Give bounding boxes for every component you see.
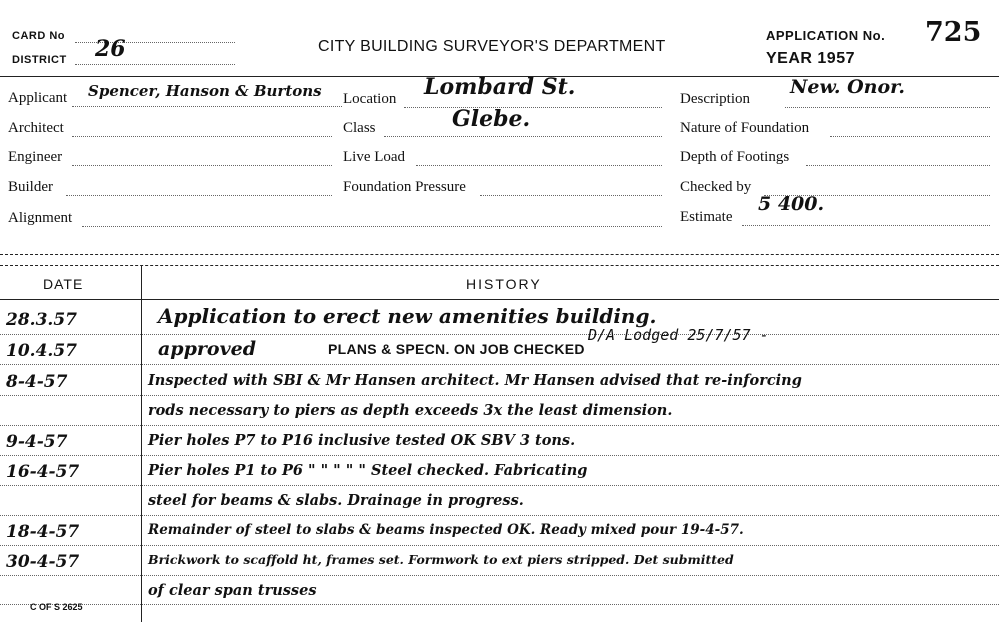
history-date: 9-4-57 bbox=[6, 432, 68, 452]
table-header-rule bbox=[0, 299, 999, 300]
estimate-value: 5 400. bbox=[758, 193, 825, 215]
live-load-line bbox=[416, 165, 662, 166]
application-number: 725 bbox=[925, 17, 982, 48]
date-column-divider bbox=[141, 266, 142, 622]
depth-of-footings-label: Depth of Footings bbox=[680, 149, 790, 165]
row-rule bbox=[0, 604, 999, 605]
engineer-label: Engineer bbox=[8, 149, 63, 165]
class-value: Glebe. bbox=[452, 106, 531, 132]
plans-checked-stamp: PLANS & SPECN. ON JOB CHECKED bbox=[328, 341, 585, 357]
row-rule bbox=[0, 425, 999, 426]
history-column-header: HISTORY bbox=[466, 276, 542, 292]
section-divider-upper bbox=[0, 254, 999, 255]
nature-of-foundation-label: Nature of Foundation bbox=[680, 120, 810, 136]
application-label: APPLICATION No. bbox=[766, 28, 886, 43]
card-no-label: CARD No bbox=[12, 30, 65, 42]
location-value: Lombard St. bbox=[424, 74, 576, 100]
engineer-line bbox=[72, 165, 332, 166]
alignment-line bbox=[82, 226, 662, 227]
row-rule bbox=[0, 545, 999, 546]
row-rule bbox=[0, 334, 999, 335]
history-entry: Remainder of steel to slabs & beams inspected OK. Ready mixed pour 19-4-57. bbox=[148, 522, 744, 538]
history-date: 16-4-57 bbox=[6, 462, 80, 482]
class-line bbox=[384, 136, 662, 137]
row-rule bbox=[0, 575, 999, 576]
nature-line bbox=[830, 136, 990, 137]
estimate-label: Estimate bbox=[680, 209, 733, 225]
section-divider-lower bbox=[0, 265, 999, 266]
architect-line bbox=[72, 136, 332, 137]
row-rule bbox=[0, 395, 999, 396]
department-title: CITY BUILDING SURVEYOR'S DEPARTMENT bbox=[318, 38, 666, 55]
date-column-header: DATE bbox=[43, 276, 84, 292]
history-date: 18-4-57 bbox=[6, 522, 80, 542]
class-label: Class bbox=[343, 120, 376, 136]
history-entry: of clear span trusses bbox=[148, 582, 317, 599]
year-label: YEAR 1957 bbox=[766, 50, 855, 67]
district-value: 26 bbox=[95, 36, 126, 62]
history-entry: approved bbox=[158, 338, 256, 360]
row-rule bbox=[0, 485, 999, 486]
alignment-label: Alignment bbox=[8, 210, 73, 226]
description-value: New. Onor. bbox=[790, 76, 906, 98]
history-date: 30-4-57 bbox=[6, 552, 80, 572]
district-label: DISTRICT bbox=[12, 54, 67, 66]
location-label: Location bbox=[343, 91, 397, 107]
builder-line bbox=[66, 195, 332, 196]
history-entry: Pier holes P1 to P6 " " " " " Steel checked. Fabricating bbox=[148, 462, 588, 479]
applicant-line bbox=[72, 106, 342, 107]
checked-by-label: Checked by bbox=[680, 179, 752, 195]
row-rule bbox=[0, 515, 999, 516]
district-line bbox=[75, 64, 235, 65]
da-lodged-note: D/A Lodged 25/7/57 - bbox=[588, 326, 769, 344]
row-rule bbox=[0, 364, 999, 365]
location-line bbox=[404, 107, 662, 108]
history-date: 28.3.57 bbox=[6, 310, 77, 330]
architect-label: Architect bbox=[8, 120, 64, 136]
history-entry: Pier holes P7 to P16 inclusive tested OK SBV 3 tons. bbox=[148, 432, 576, 449]
applicant-value: Spencer, Hanson & Burtons bbox=[88, 82, 322, 100]
live-load-label: Live Load bbox=[343, 149, 406, 165]
history-date: 8-4-57 bbox=[6, 372, 68, 392]
history-entry: Brickwork to scaffold ht, frames set. Formwork to ext piers stripped. Det submitted bbox=[148, 552, 734, 567]
row-rule bbox=[0, 455, 999, 456]
depth-line bbox=[806, 165, 990, 166]
foundation-pressure-line bbox=[480, 195, 662, 196]
history-entry: rods necessary to piers as depth exceeds 3x the least dimension. bbox=[148, 402, 673, 419]
foundation-pressure-label: Foundation Pressure bbox=[343, 179, 466, 195]
description-label: Description bbox=[680, 91, 750, 107]
form-code: C OF S 2625 bbox=[30, 602, 83, 612]
estimate-line bbox=[742, 225, 990, 226]
applicant-label: Applicant bbox=[8, 90, 68, 106]
history-entry: Inspected with SBI & Mr Hansen architect. Mr Hansen advised that re-inforcing bbox=[148, 372, 802, 389]
history-entry: Application to erect new amenities building. bbox=[158, 304, 657, 328]
history-date: 10.4.57 bbox=[6, 341, 77, 361]
description-line bbox=[785, 107, 990, 108]
builder-label: Builder bbox=[8, 179, 53, 195]
history-entry: steel for beams & slabs. Drainage in progress. bbox=[148, 492, 524, 509]
